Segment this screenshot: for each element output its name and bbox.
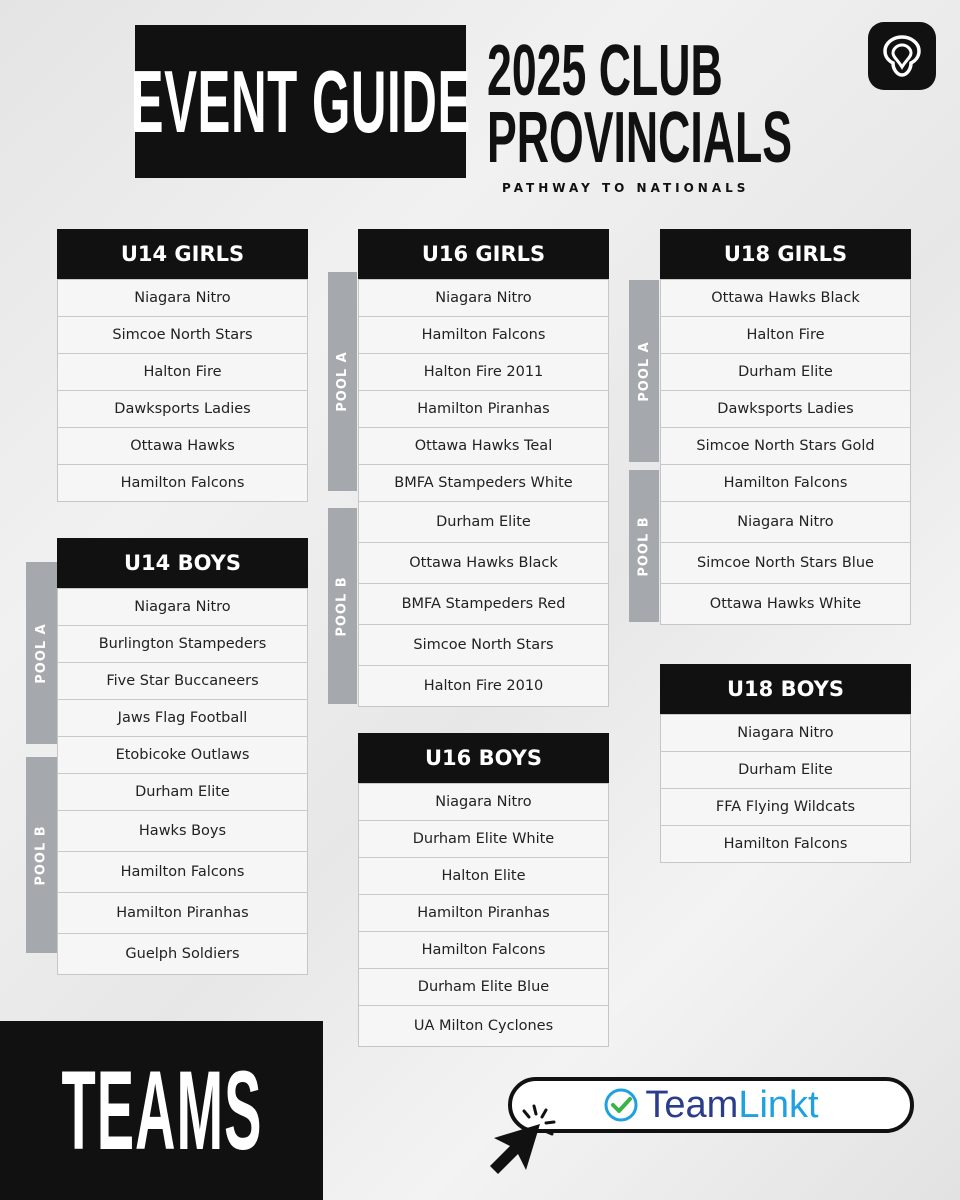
team-row: Simcoe North Stars Blue [661,542,910,583]
pool-a-label: POOL A [335,351,351,412]
pool-b-label: POOL B [335,575,351,637]
check-circle-icon [603,1087,639,1123]
team-row: Hamilton Falcons [661,825,910,862]
team-row: Halton Fire 2011 [359,353,608,390]
u14-girls-header: U14 GIRLS [57,229,308,279]
team-row: Durham Elite [58,773,307,810]
team-row: Durham Elite [661,353,910,390]
pool-b-label: POOL B [34,824,50,886]
team-row: Simcoe North Stars Gold [661,427,910,464]
team-row: Hamilton Falcons [661,464,910,501]
team-row: Durham Elite White [359,820,608,857]
u16-boys-header: U16 BOYS [358,733,609,783]
u18-boys-table [660,664,911,863]
u16-girls-header: U16 GIRLS [358,229,609,279]
team-row: Dawksports Ladies [661,390,910,427]
team-row: Niagara Nitro [359,279,608,316]
team-row: Niagara Nitro [58,279,307,316]
team-row: Ottawa Hawks [58,427,307,464]
u18-girls-list [660,279,911,625]
title-line-2: PROVINCIALS [487,98,793,178]
teams-banner [0,1021,323,1200]
teams-label: TEAMS [61,1047,262,1173]
u16-boys-table [358,733,609,1047]
team-row: Ottawa Hawks Black [359,542,608,583]
team-row: Ottawa Hawks Black [661,279,910,316]
u18-girls-pool-b-tab [629,470,659,622]
u14-boys-list [57,588,308,975]
u18-girls-header: U18 GIRLS [660,229,911,279]
team-row: Hamilton Falcons [359,316,608,353]
team-row: Hamilton Piranhas [58,892,307,933]
team-row: Dawksports Ladies [58,390,307,427]
team-row: Hamilton Piranhas [359,390,608,427]
team-row: Hawks Boys [58,810,307,851]
brand-part-linkt: Linkt [738,1084,819,1126]
team-row: BMFA Stampeders Red [359,583,608,624]
team-row: Hamilton Falcons [359,931,608,968]
team-row: Burlington Stampeders [58,625,307,662]
u18-girls-table [660,229,911,625]
team-row: BMFA Stampeders White [359,464,608,501]
team-row: Ottawa Hawks White [661,583,910,624]
team-row: Ottawa Hawks Teal [359,427,608,464]
team-row: Etobicoke Outlaws [58,736,307,773]
pool-b-label: POOL B [636,515,652,577]
team-row: Simcoe North Stars [359,624,608,665]
u16-boys-list [358,783,609,1047]
u14-boys-pool-b-tab [26,757,57,953]
team-row: FFA Flying Wildcats [661,788,910,825]
team-row: Niagara Nitro [661,714,910,751]
team-row: Durham Elite [661,751,910,788]
teamlinkt-wordmark [645,1086,818,1124]
team-row: Hamilton Falcons [58,464,307,501]
click-cursor-icon [484,1102,564,1176]
u18-boys-list [660,714,911,863]
pool-a-label: POOL A [34,622,50,684]
u14-boys-pool-a-tab [26,562,57,744]
u16-girls-pool-b-tab [328,508,357,704]
event-guide-text: EVENT GUIDE [130,51,471,151]
u16-girls-list [358,279,609,707]
team-row: Halton Elite [359,857,608,894]
teamlinkt-button[interactable] [508,1077,914,1133]
event-guide-banner [130,25,471,178]
team-row: Halton Fire [58,353,307,390]
u14-girls-list [57,279,308,502]
brand-part-team: Team [645,1084,739,1126]
team-row: Halton Fire [661,316,910,353]
u18-girls-pool-a-tab [629,280,659,462]
team-row: Simcoe North Stars [58,316,307,353]
u14-girls-table [57,229,308,502]
title-line-1: 2025 CLUB [487,31,723,111]
team-row: Five Star Buccaneers [58,662,307,699]
team-row: Jaws Flag Football [58,699,307,736]
team-row: UA Milton Cyclones [359,1005,608,1046]
team-row: Niagara Nitro [58,588,307,625]
team-row: Durham Elite Blue [359,968,608,1005]
u14-boys-table [57,538,308,975]
subtitle: PATHWAY TO NATIONALS [502,181,750,195]
team-row: Halton Fire 2010 [359,665,608,706]
team-row: Guelph Soldiers [58,933,307,974]
u16-girls-table [358,229,609,707]
team-row: Durham Elite [359,501,608,542]
u16-girls-pool-a-tab [328,272,357,491]
team-row: Niagara Nitro [661,501,910,542]
ontario-trillium-logo-icon [868,22,936,90]
pool-a-label: POOL A [636,340,652,402]
u14-boys-header: U14 BOYS [57,538,308,588]
team-row: Niagara Nitro [359,783,608,820]
team-row: Hamilton Falcons [58,851,307,892]
u18-boys-header: U18 BOYS [660,664,911,714]
team-row: Hamilton Piranhas [359,894,608,931]
